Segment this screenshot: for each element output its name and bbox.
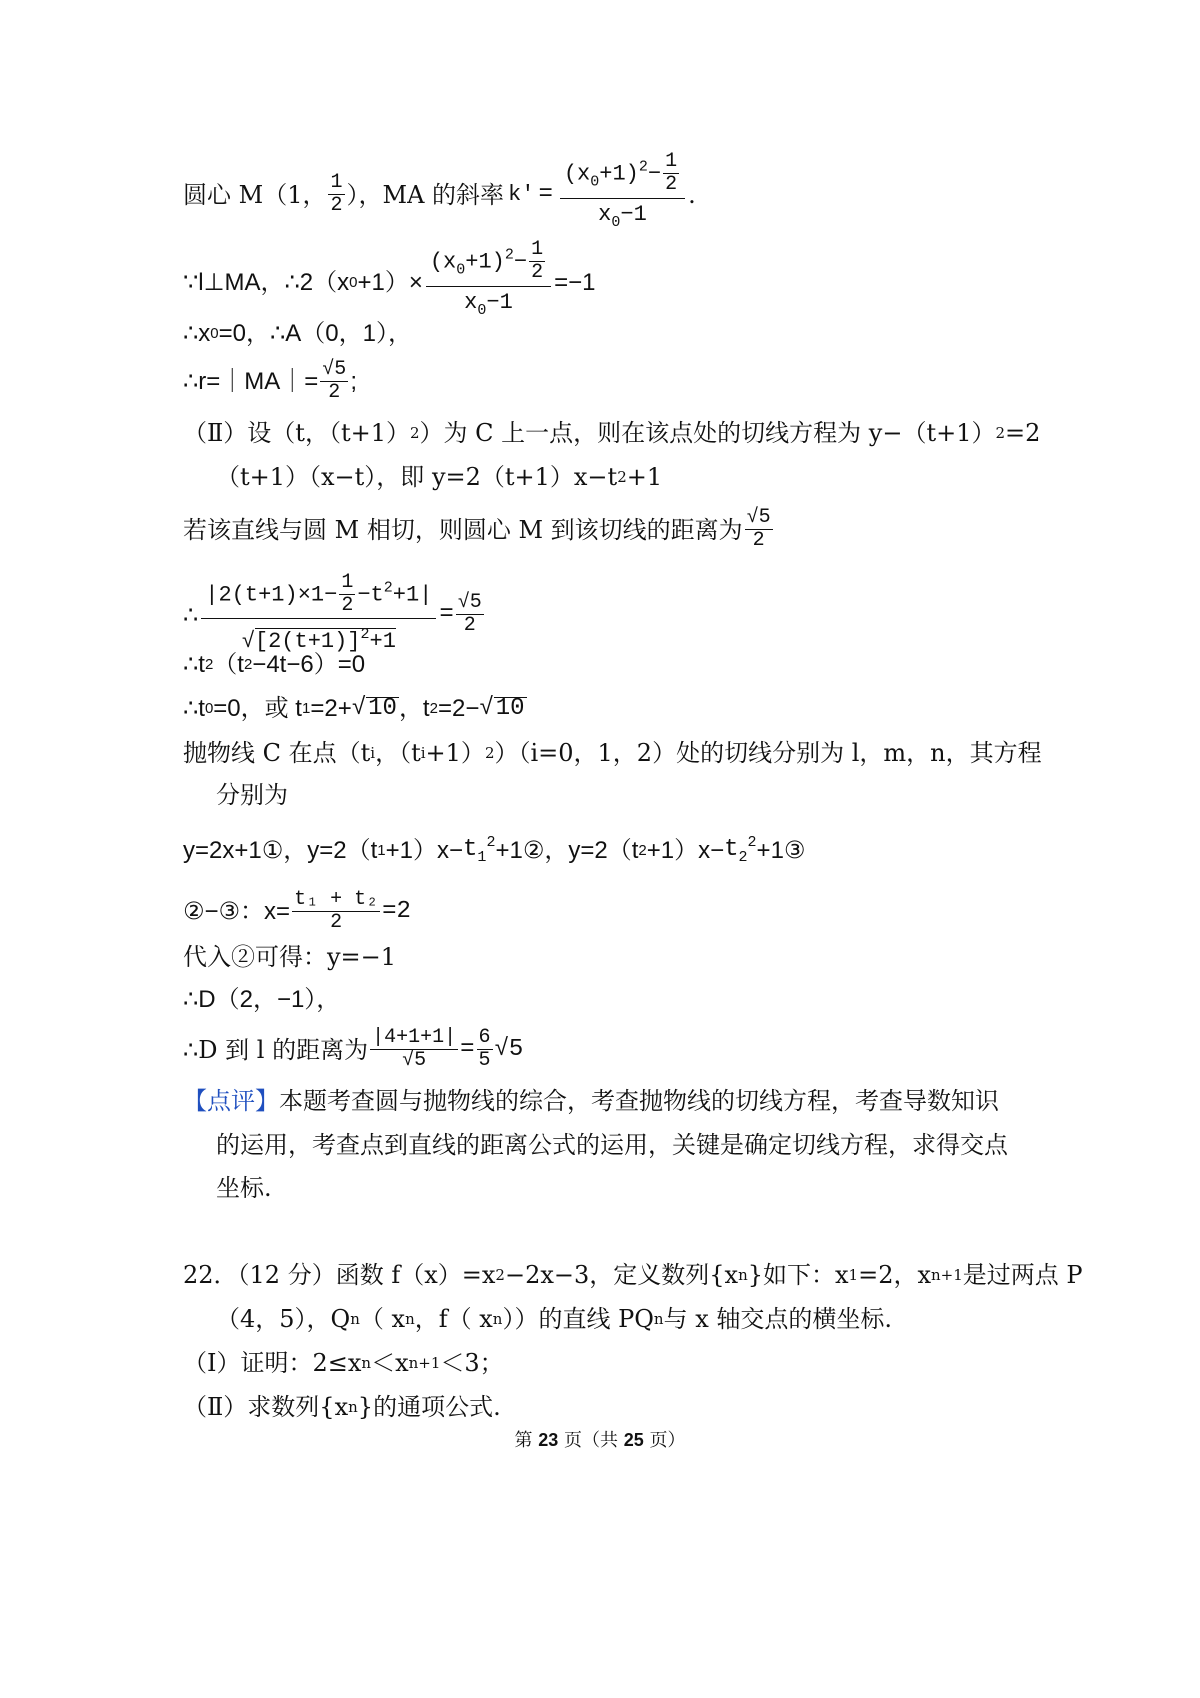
solution-line-part2: （Ⅱ）设（t，（t+1） 2 ）为 C 上一点，则在该点处的切线方程为 y−（t+1） 2 =2 (183, 419, 1041, 447)
page-total: 25 (623, 1430, 644, 1450)
solution-line-tangents: 抛物线 C 在点（t i ，（t i +1） 2 ）（i=0，1，2）处的切线分别为 l，m，n，其方程 (183, 739, 1042, 767)
solution-line-respectively: 分别为 (216, 781, 288, 809)
sum-fraction: $\frac{\text{t₁ + t₂}}{2}$ (294, 888, 379, 934)
slope-fraction: $(x_0+1)^2-$ $\frac{1}{2}$ $x_0-1$ (560, 152, 685, 237)
solution-line-center-slope: 圆心 M（1， 1 2 ），MA 的斜率 k′ = $(x_0+1)^2-$ $\frac{1}{2}$ $x_0-1$ . (183, 152, 696, 237)
solution-line-subtract: ②−③：x= $\frac{\text{t₁ + t₂}}{2}$ =2 (183, 888, 411, 934)
solution-line-tangent: （t+1）（x−t），即 y=2（t+1）x−t 2 +1 (216, 463, 663, 491)
problem-22-line-1: 22．（12 分）函数 f（x）=x 2 −2x−3，定义数列{x n }如下：x 1 =2，x n+1 是过两点 P (183, 1261, 1083, 1289)
comment-line-1: 【点评】 本题考查圆与抛物线的综合，考查抛物线的切线方程，考查导数知识 (183, 1084, 999, 1118)
solution-line-perpendicular: ∵l⊥MA，∴2（x 0 +1）× $(x_0+1)^2-$ $\frac{1}{2}$ $x_0-1$ =−1 (183, 240, 596, 325)
solution-line-distance-eq: ∴ |2(t+1)×1− $\frac{1}{2}$ $-t^2+1|$ $√[2(t+1)]^2+1$ = $\frac{√5}{2}$ (183, 571, 482, 654)
comment-tag: 【点评】 (183, 1087, 279, 1115)
solution-line-t-equation: ∴t 2 （t 2 −4t−6）=0 (183, 651, 366, 678)
distance-fraction: √5 2 (746, 506, 771, 552)
problem-22-part-1: （Ⅰ）证明：2≤x n ＜x n+1 ＜3； (183, 1349, 504, 1377)
comment-line-3: 坐标. (216, 1174, 272, 1202)
page-number: 23 (538, 1430, 559, 1450)
sqrt-10-b: √ 10 (479, 695, 525, 722)
comment-line-2: 的运用，考查点到直线的距离公式的运用，关键是确定切线方程，求得交点 (216, 1131, 1008, 1159)
solution-line-x0: ∴x 0 =0，∴A（0，1）， (183, 320, 412, 347)
solution-line-distance-cond: 若该直线与圆 M 相切，则圆心 M 到该切线的距离为 √5 2 (183, 506, 771, 552)
distance-eq-fraction: |2(t+1)×1− $\frac{1}{2}$ $-t^2+1|$ $√[2(t+1)]^2+1$ (201, 573, 436, 656)
solution-line-point-d: ∴D（2，−1）， (183, 986, 341, 1013)
page-footer: 第 23 页（共 25 页） (514, 1430, 686, 1451)
solution-line-final-distance: ∴D 到 l 的距离为 $\frac{|4+1+1|}{√5}$ = $\frac{6}{5}$ √5 (183, 1026, 524, 1072)
fraction-half: 1 2 (330, 171, 343, 218)
final-distance-fraction: $\frac{|4+1+1|}{√5}$ (372, 1026, 457, 1072)
sqrt-10: √ 10 (351, 695, 397, 722)
problem-22-part-2: （Ⅱ）求数列{x n }的通项公式. (183, 1393, 501, 1421)
solution-line-substitute: 代入②可得：y=−1 (183, 943, 397, 971)
radius-fraction: $\frac{√5}{2}$ (322, 358, 347, 404)
slope-fraction-2: $(x_0+1)^2-$ $\frac{1}{2}$ $x_0-1$ (426, 240, 551, 325)
problem-22-line-2: （4，5），Q n （ x n ，f（ x n ））的直线 PQ n 与 x 轴交点的横坐标. (216, 1305, 892, 1333)
solution-line-radius: ∴r=｜MA｜= $\frac{√5}{2}$ ; (183, 358, 357, 404)
solution-line-t-roots: ∴t 0 =0，或 t 1 =2+ √ 10 ，t 2 =2− √ 10 (183, 695, 525, 722)
solution-line-three-tangents: y=2x+1①，y=2（t 1 +1）x− $t_1^2$ +1②，y=2（t 2 +1）x− $t_2^2$ +1③ (183, 834, 806, 866)
